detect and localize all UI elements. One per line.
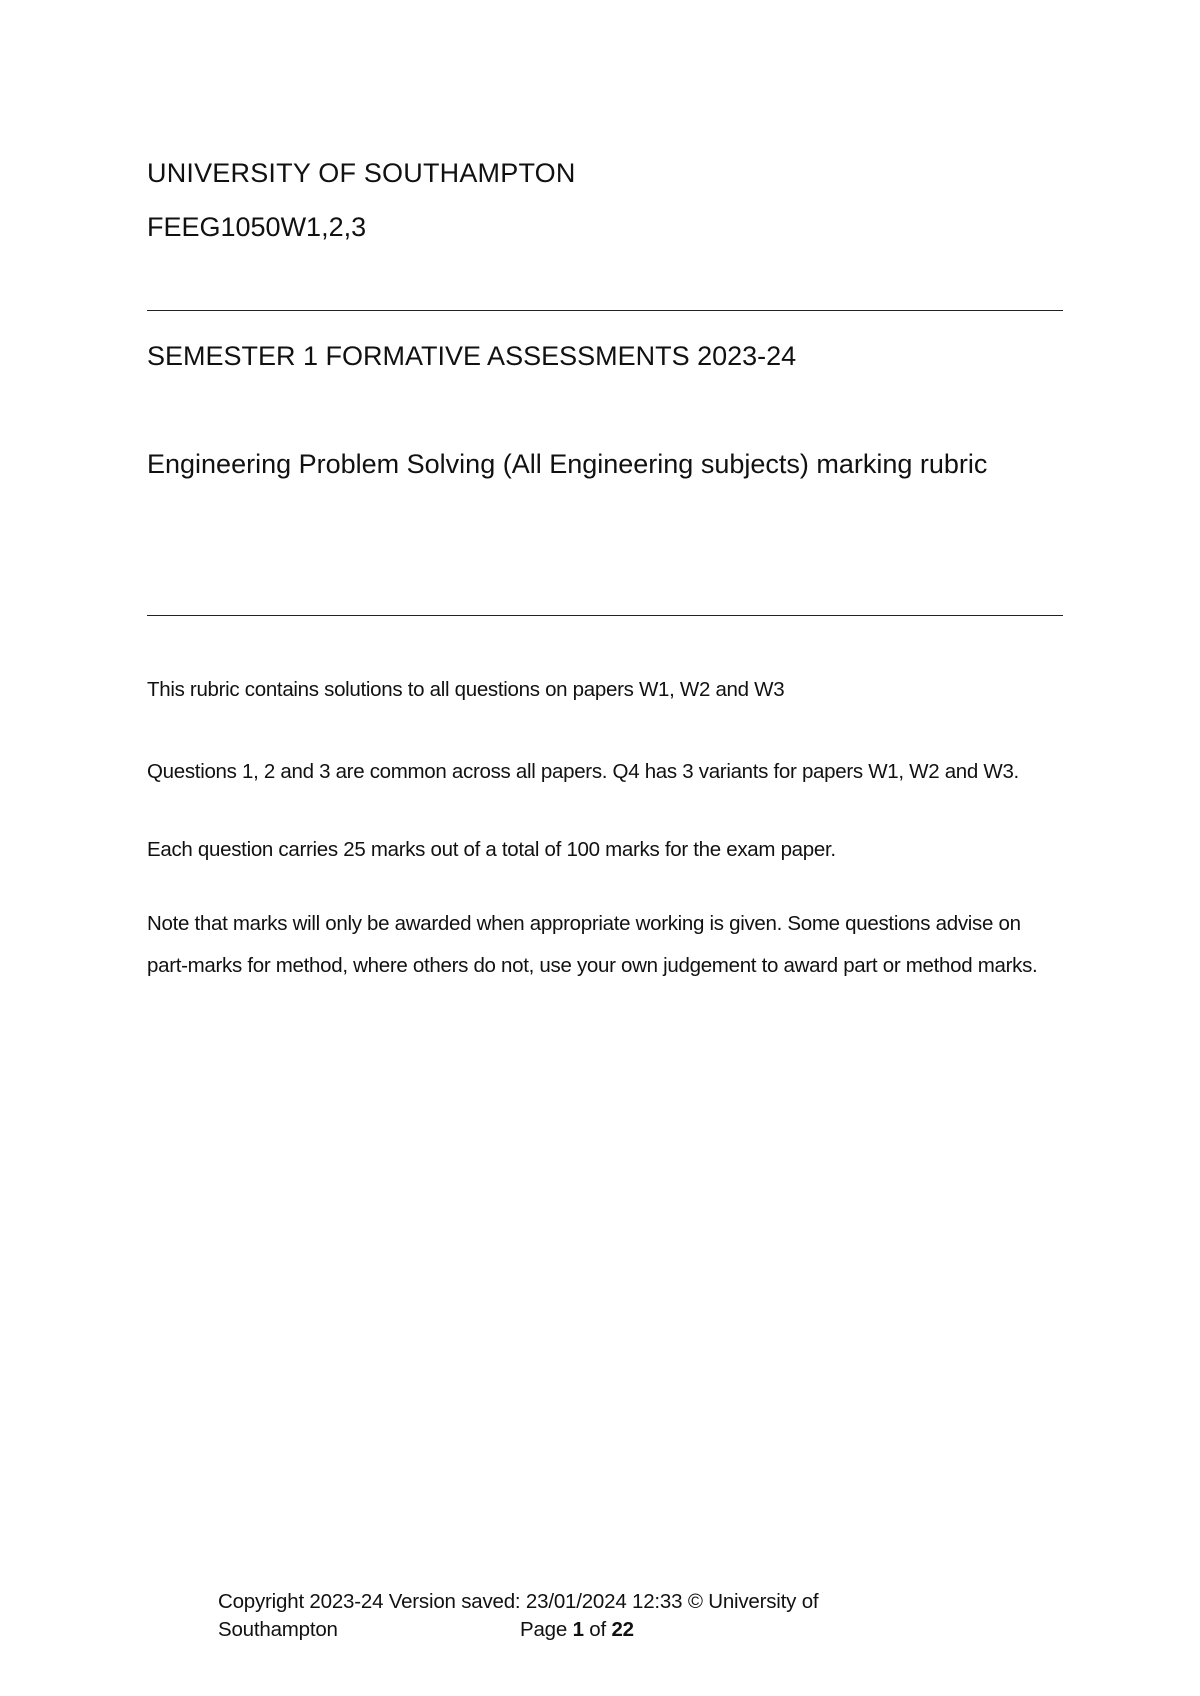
university-name: UNIVERSITY OF SOUTHAMPTON <box>147 158 576 188</box>
footer-copyright: Copyright 2023-24 Version saved: 23/01/2024 12:33 © University of <box>218 1590 819 1613</box>
page-total: 22 <box>611 1618 634 1641</box>
page-number <box>520 1616 634 1644</box>
module-code: FEEG1050W1,2,3 <box>147 212 367 242</box>
page-of-label: of <box>589 1618 606 1641</box>
semester-heading: SEMESTER 1 FORMATIVE ASSESSMENTS 2023-24 <box>147 341 797 371</box>
document-title: Engineering Problem Solving (All Engineering subjects) marking rubric <box>147 449 988 479</box>
page-label: Page <box>520 1618 568 1641</box>
note-paragraph: Note that marks will only be awarded when appropriate working is given. Some questions advise on part-marks for method, where others do not, use your own judgement to award part or method marks. <box>147 912 1038 977</box>
intro-paragraph: This rubric contains solutions to all questions on papers W1, W2 and W3 <box>147 678 785 701</box>
page-footer <box>218 1588 998 1644</box>
marks-paragraph: Each question carries 25 marks out of a total of 100 marks for the exam paper. <box>147 838 836 861</box>
footer-copyright-continued: Southampton <box>218 1618 338 1641</box>
divider-top <box>147 310 1063 311</box>
questions-paragraph: Questions 1, 2 and 3 are common across all papers. Q4 has 3 variants for papers W1, W2 and W3. <box>147 760 1019 783</box>
page-current: 1 <box>572 1618 584 1641</box>
divider-bottom <box>147 615 1063 616</box>
